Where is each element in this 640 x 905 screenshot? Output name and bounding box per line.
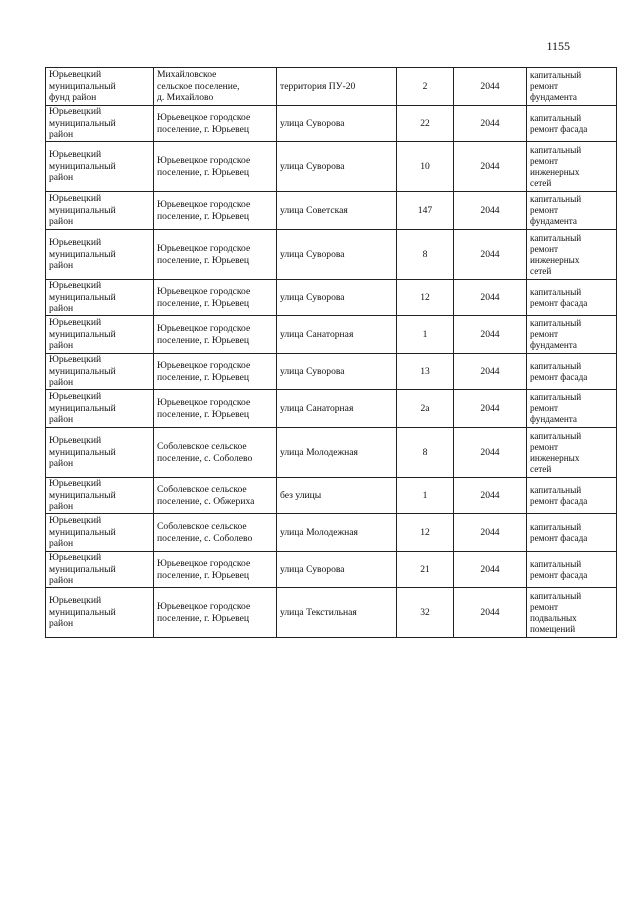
district-cell: [46, 68, 154, 106]
district-cell: [46, 280, 154, 316]
house-number-cell: [397, 478, 454, 514]
street-cell: [277, 514, 397, 552]
street-cell-text: улица Советская: [280, 204, 348, 216]
year-cell-text: 2044: [480, 248, 500, 260]
house-number-cell: [397, 552, 454, 588]
street-cell-text: улица Суворова: [280, 365, 345, 377]
work-type-cell-text: капитальный ремонт подвальных помещений: [530, 590, 582, 634]
year-cell-text: 2044: [480, 80, 500, 92]
street-cell: [277, 428, 397, 478]
house-number-cell-text: 147: [417, 204, 433, 216]
street-cell-text: улица Суворова: [280, 117, 345, 129]
work-type-cell: [527, 316, 617, 354]
street-cell: [277, 478, 397, 514]
district-cell-text: Юрьевецкий муниципальный район: [49, 515, 116, 550]
year-cell: [454, 514, 527, 552]
street-cell: [277, 142, 397, 192]
work-type-cell: [527, 230, 617, 280]
repair-schedule-table: [45, 67, 617, 638]
table-row: [46, 192, 617, 230]
settlement-cell: [154, 316, 277, 354]
house-number-cell: [397, 192, 454, 230]
settlement-cell-text: Юрьевецкое городское поселение, г. Юрьевец: [157, 286, 251, 309]
settlement-cell-text: Юрьевецкое городское поселение, г. Юрьевец: [157, 155, 251, 178]
work-type-cell: [527, 280, 617, 316]
year-cell-text: 2044: [480, 365, 500, 377]
settlement-cell: [154, 478, 277, 514]
year-cell-text: 2044: [480, 489, 500, 501]
street-cell-text: улица Молодежная: [280, 446, 358, 458]
page-number: 1155: [546, 39, 570, 53]
work-type-cell: [527, 106, 617, 142]
work-type-cell-text: капитальный ремонт фасада: [530, 112, 588, 134]
house-number-cell-text: 22: [420, 117, 430, 129]
table-row: [46, 280, 617, 316]
house-number-cell: [397, 428, 454, 478]
work-type-cell-text: капитальный ремонт инженерных сетей: [530, 144, 582, 188]
district-cell-text: Юрьевецкий муниципальный район: [49, 595, 116, 630]
table-row: [46, 552, 617, 588]
district-cell-text: Юрьевецкий муниципальный фунд район: [49, 69, 116, 104]
year-cell-text: 2044: [480, 328, 500, 340]
settlement-cell: [154, 192, 277, 230]
year-cell-text: 2044: [480, 526, 500, 538]
year-cell-text: 2044: [480, 402, 500, 414]
work-type-cell-text: капитальный ремонт фасада: [530, 286, 588, 308]
settlement-cell: [154, 142, 277, 192]
house-number-cell: [397, 106, 454, 142]
work-type-cell: [527, 142, 617, 192]
year-cell: [454, 316, 527, 354]
work-type-cell: [527, 390, 617, 428]
year-cell: [454, 280, 527, 316]
settlement-cell: [154, 390, 277, 428]
house-number-cell-text: 1: [422, 328, 428, 340]
year-cell: [454, 354, 527, 390]
district-cell-text: Юрьевецкий муниципальный район: [49, 552, 116, 587]
district-cell: [46, 552, 154, 588]
settlement-cell-text: Соболевское сельское поселение, с. Соболево: [157, 521, 253, 544]
street-cell-text: улица Молодежная: [280, 526, 358, 538]
year-cell: [454, 106, 527, 142]
house-number-cell-text: 2а: [420, 402, 430, 414]
house-number-cell-text: 32: [420, 606, 430, 618]
settlement-cell: [154, 354, 277, 390]
house-number-cell: [397, 514, 454, 552]
district-cell: [46, 142, 154, 192]
settlement-cell-text: Соболевское сельское поселение, с. Обжериха: [157, 484, 255, 507]
year-cell: [454, 552, 527, 588]
district-cell: [46, 428, 154, 478]
work-type-cell-text: капитальный ремонт фундамента: [530, 194, 582, 226]
street-cell-text: улица Суворова: [280, 563, 345, 575]
district-cell-text: Юрьевецкий муниципальный район: [49, 478, 116, 513]
table-row: [46, 478, 617, 514]
street-cell: [277, 68, 397, 106]
house-number-cell-text: 21: [420, 563, 430, 575]
district-cell-text: Юрьевецкий муниципальный район: [49, 354, 116, 389]
table-row: [46, 142, 617, 192]
year-cell: [454, 588, 527, 638]
work-type-cell-text: капитальный ремонт фасада: [530, 521, 588, 543]
settlement-cell: [154, 106, 277, 142]
table-row: [46, 316, 617, 354]
house-number-cell-text: 1: [422, 489, 428, 501]
street-cell: [277, 106, 397, 142]
street-cell: [277, 192, 397, 230]
work-type-cell: [527, 552, 617, 588]
table-row: [46, 588, 617, 638]
house-number-cell-text: 12: [420, 526, 430, 538]
table-row: [46, 354, 617, 390]
district-cell: [46, 192, 154, 230]
house-number-cell-text: 12: [420, 291, 430, 303]
table-row: [46, 428, 617, 478]
district-cell: [46, 316, 154, 354]
house-number-cell: [397, 588, 454, 638]
work-type-cell: [527, 68, 617, 106]
settlement-cell-text: Юрьевецкое городское поселение, г. Юрьевец: [157, 601, 251, 624]
work-type-cell: [527, 428, 617, 478]
settlement-cell-text: Михайловское сельское поселение, д. Михайлово: [157, 69, 240, 104]
district-cell: [46, 106, 154, 142]
settlement-cell-text: Юрьевецкое городское поселение, г. Юрьевец: [157, 323, 251, 346]
district-cell-text: Юрьевецкий муниципальный район: [49, 280, 116, 315]
street-cell: [277, 390, 397, 428]
year-cell-text: 2044: [480, 204, 500, 216]
work-type-cell-text: капитальный ремонт фундамента: [530, 318, 582, 350]
year-cell: [454, 142, 527, 192]
table-row: [46, 68, 617, 106]
settlement-cell-text: Юрьевецкое городское поселение, г. Юрьевец: [157, 199, 251, 222]
street-cell-text: улица Суворова: [280, 291, 345, 303]
street-cell: [277, 230, 397, 280]
work-type-cell: [527, 478, 617, 514]
district-cell-text: Юрьевецкий муниципальный район: [49, 193, 116, 228]
work-type-cell-text: капитальный ремонт фасада: [530, 360, 588, 382]
house-number-cell: [397, 280, 454, 316]
district-cell-text: Юрьевецкий муниципальный район: [49, 237, 116, 272]
house-number-cell: [397, 390, 454, 428]
settlement-cell: [154, 552, 277, 588]
year-cell: [454, 68, 527, 106]
house-number-cell-text: 8: [422, 446, 428, 458]
street-cell: [277, 552, 397, 588]
table-row: [46, 106, 617, 142]
street-cell: [277, 588, 397, 638]
district-cell: [46, 588, 154, 638]
settlement-cell: [154, 514, 277, 552]
street-cell: [277, 280, 397, 316]
settlement-cell: [154, 428, 277, 478]
settlement-cell: [154, 68, 277, 106]
work-type-cell: [527, 588, 617, 638]
house-number-cell-text: 2: [422, 80, 428, 92]
house-number-cell: [397, 316, 454, 354]
street-cell-text: улица Суворова: [280, 248, 345, 260]
district-cell: [46, 478, 154, 514]
house-number-cell: [397, 354, 454, 390]
work-type-cell-text: капитальный ремонт фасада: [530, 558, 588, 580]
settlement-cell: [154, 588, 277, 638]
year-cell-text: 2044: [480, 117, 500, 129]
street-cell-text: территория ПУ-20: [280, 80, 356, 92]
table-row: [46, 390, 617, 428]
work-type-cell-text: капитальный ремонт фундамента: [530, 70, 582, 102]
street-cell: [277, 316, 397, 354]
street-cell-text: без улицы: [280, 489, 322, 501]
table-row: [46, 230, 617, 280]
settlement-cell-text: Соболевское сельское поселение, с. Соболево: [157, 441, 253, 464]
settlement-cell-text: Юрьевецкое городское поселение, г. Юрьевец: [157, 112, 251, 135]
street-cell-text: улица Текстильная: [280, 606, 357, 618]
district-cell: [46, 230, 154, 280]
year-cell-text: 2044: [480, 446, 500, 458]
year-cell-text: 2044: [480, 563, 500, 575]
year-cell: [454, 428, 527, 478]
house-number-cell-text: 8: [422, 248, 428, 260]
house-number-cell-text: 10: [420, 160, 430, 172]
street-cell-text: улица Санаторная: [280, 328, 354, 340]
district-cell: [46, 390, 154, 428]
street-cell: [277, 354, 397, 390]
work-type-cell-text: капитальный ремонт инженерных сетей: [530, 430, 582, 474]
year-cell-text: 2044: [480, 606, 500, 618]
street-cell-text: улица Суворова: [280, 160, 345, 172]
year-cell: [454, 192, 527, 230]
house-number-cell: [397, 230, 454, 280]
house-number-cell: [397, 68, 454, 106]
work-type-cell-text: капитальный ремонт инженерных сетей: [530, 232, 582, 276]
work-type-cell: [527, 192, 617, 230]
work-type-cell-text: капитальный ремонт фундамента: [530, 392, 582, 424]
year-cell: [454, 230, 527, 280]
year-cell: [454, 390, 527, 428]
settlement-cell-text: Юрьевецкое городское поселение, г. Юрьевец: [157, 558, 251, 581]
year-cell-text: 2044: [480, 291, 500, 303]
work-type-cell: [527, 514, 617, 552]
settlement-cell-text: Юрьевецкое городское поселение, г. Юрьевец: [157, 243, 251, 266]
district-cell-text: Юрьевецкий муниципальный район: [49, 435, 116, 470]
street-cell-text: улица Санаторная: [280, 402, 354, 414]
settlement-cell-text: Юрьевецкое городское поселение, г. Юрьевец: [157, 360, 251, 383]
district-cell-text: Юрьевецкий муниципальный район: [49, 106, 116, 141]
district-cell: [46, 354, 154, 390]
district-cell-text: Юрьевецкий муниципальный район: [49, 317, 116, 352]
district-cell-text: Юрьевецкий муниципальный район: [49, 391, 116, 426]
settlement-cell: [154, 230, 277, 280]
district-cell-text: Юрьевецкий муниципальный район: [49, 149, 116, 184]
table-row: [46, 514, 617, 552]
work-type-cell: [527, 354, 617, 390]
house-number-cell-text: 13: [420, 365, 430, 377]
district-cell: [46, 514, 154, 552]
settlement-cell-text: Юрьевецкое городское поселение, г. Юрьевец: [157, 397, 251, 420]
year-cell-text: 2044: [480, 160, 500, 172]
year-cell: [454, 478, 527, 514]
work-type-cell-text: капитальный ремонт фасада: [530, 484, 588, 506]
house-number-cell: [397, 142, 454, 192]
settlement-cell: [154, 280, 277, 316]
